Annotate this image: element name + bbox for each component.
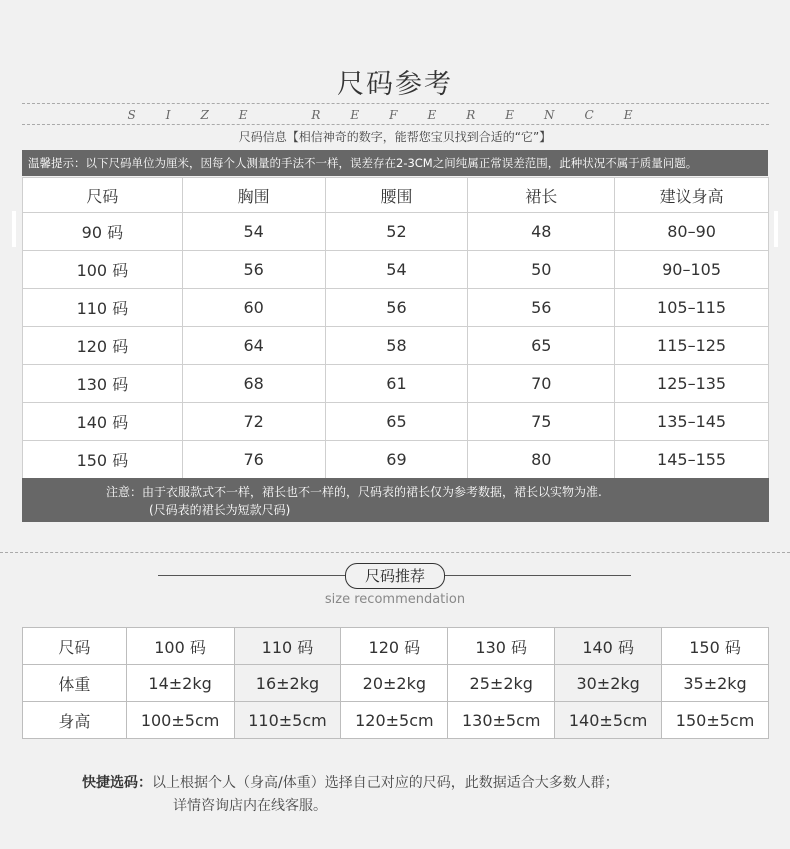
size-cell: 150 码: [23, 441, 183, 479]
size-cell: 64: [182, 327, 325, 365]
rec-cell: 150 码: [662, 628, 769, 665]
rec-cell: 110 码: [234, 628, 341, 665]
size-cell: 48: [468, 213, 615, 251]
size-cell: 52: [325, 213, 468, 251]
size-cell: 69: [325, 441, 468, 479]
divider-sub: [22, 124, 769, 125]
size-cell: 130 码: [23, 365, 183, 403]
table-row: [23, 213, 769, 251]
size-header-cell: 腰围: [325, 178, 468, 213]
divider-top: [22, 103, 769, 104]
rec-line-left: [158, 575, 346, 576]
size-cell: 90 码: [23, 213, 183, 251]
size-cell: 50: [468, 251, 615, 289]
table-row: [23, 289, 769, 327]
rec-cell: 120 码: [341, 628, 448, 665]
size-info-text: 尺码信息【相信神奇的数字，能帮您宝贝找到合适的“它”】: [238, 130, 552, 144]
table-row: [23, 327, 769, 365]
size-note-line2: (尺码表的裙长为短款尺码): [149, 503, 291, 517]
subtitle-en: SIZE REFERENCE: [127, 108, 663, 122]
size-cell: 58: [325, 327, 468, 365]
rec-row-label: 尺码: [23, 628, 127, 665]
rec-cell: 150±5cm: [662, 702, 769, 739]
size-cell: 125–135: [615, 365, 769, 403]
size-header-cell: 建议身高: [615, 178, 769, 213]
size-cell: 135–145: [615, 403, 769, 441]
recommendation-table: [22, 627, 769, 739]
rec-cell: 110±5cm: [234, 702, 341, 739]
rec-cell: 130±5cm: [448, 702, 555, 739]
size-cell: 61: [325, 365, 468, 403]
edge-mark-right: [774, 211, 778, 247]
rec-cell: 100±5cm: [126, 702, 234, 739]
size-cell: 115–125: [615, 327, 769, 365]
size-note: [22, 478, 769, 522]
rec-cell: 120±5cm: [341, 702, 448, 739]
size-cell: 72: [182, 403, 325, 441]
size-header-cell: 裙长: [468, 178, 615, 213]
quick-select: [82, 772, 619, 818]
size-cell: 65: [325, 403, 468, 441]
quick-line2: 详情咨询店内在线客服。: [173, 798, 327, 814]
rec-cell: 140±5cm: [555, 702, 662, 739]
size-cell: 56: [325, 289, 468, 327]
size-cell: 75: [468, 403, 615, 441]
rec-cell: 16±2kg: [234, 665, 341, 702]
rec-cell: 35±2kg: [662, 665, 769, 702]
page-title: 尺码参考: [337, 69, 453, 100]
size-cell: 140 码: [23, 403, 183, 441]
recommendation-title: 尺码推荐: [345, 563, 445, 589]
size-cell: 70: [468, 365, 615, 403]
table-row: [23, 441, 769, 479]
size-header-cell: 胸围: [182, 178, 325, 213]
table-row: [23, 251, 769, 289]
table-row: [23, 365, 769, 403]
size-cell: 54: [325, 251, 468, 289]
table-row: [23, 628, 769, 665]
rec-cell: 140 码: [555, 628, 662, 665]
size-cell: 56: [468, 289, 615, 327]
size-cell: 68: [182, 365, 325, 403]
size-cell: 80: [468, 441, 615, 479]
rec-cell: 20±2kg: [341, 665, 448, 702]
rec-line-right: [443, 575, 631, 576]
rec-cell: 14±2kg: [126, 665, 234, 702]
table-row: [23, 702, 769, 739]
quick-line1: 以上根据个人（身高/体重）选择自己对应的尺码，此数据适合大多数人群；: [152, 775, 619, 791]
quick-label: 快捷选码：: [82, 775, 152, 791]
size-cell: 56: [182, 251, 325, 289]
size-table: [22, 177, 769, 479]
table-row: [23, 665, 769, 702]
size-cell: 105–115: [615, 289, 769, 327]
rec-row-label: 身高: [23, 702, 127, 739]
size-cell: 60: [182, 289, 325, 327]
edge-mark-left: [12, 211, 16, 247]
size-table-header: [23, 178, 769, 213]
rec-cell: 130 码: [448, 628, 555, 665]
rec-row-label: 体重: [23, 665, 127, 702]
size-cell: 145–155: [615, 441, 769, 479]
rec-cell: 100 码: [126, 628, 234, 665]
size-note-line1: 注意：由于衣服款式不一样，裙长也不一样的，尺码表的裙长仅为参考数据，裙长以实物为准.: [106, 485, 602, 499]
size-cell: 76: [182, 441, 325, 479]
size-cell: 110 码: [23, 289, 183, 327]
size-cell: 120 码: [23, 327, 183, 365]
size-cell: 100 码: [23, 251, 183, 289]
notice-banner: 温馨提示：以下尺码单位为厘米，因每个人测量的手法不一样，误差存在2-3CM之间纯属正常误差范围，此种状况不属于质量问题。: [22, 150, 768, 176]
size-cell: 90–105: [615, 251, 769, 289]
size-cell: 80–90: [615, 213, 769, 251]
rec-cell: 30±2kg: [555, 665, 662, 702]
table-row: [23, 403, 769, 441]
section-divider: [0, 552, 790, 553]
rec-cell: 25±2kg: [448, 665, 555, 702]
size-cell: 54: [182, 213, 325, 251]
size-header-cell: 尺码: [23, 178, 183, 213]
recommendation-subtitle: size recommendation: [324, 592, 466, 607]
size-cell: 65: [468, 327, 615, 365]
